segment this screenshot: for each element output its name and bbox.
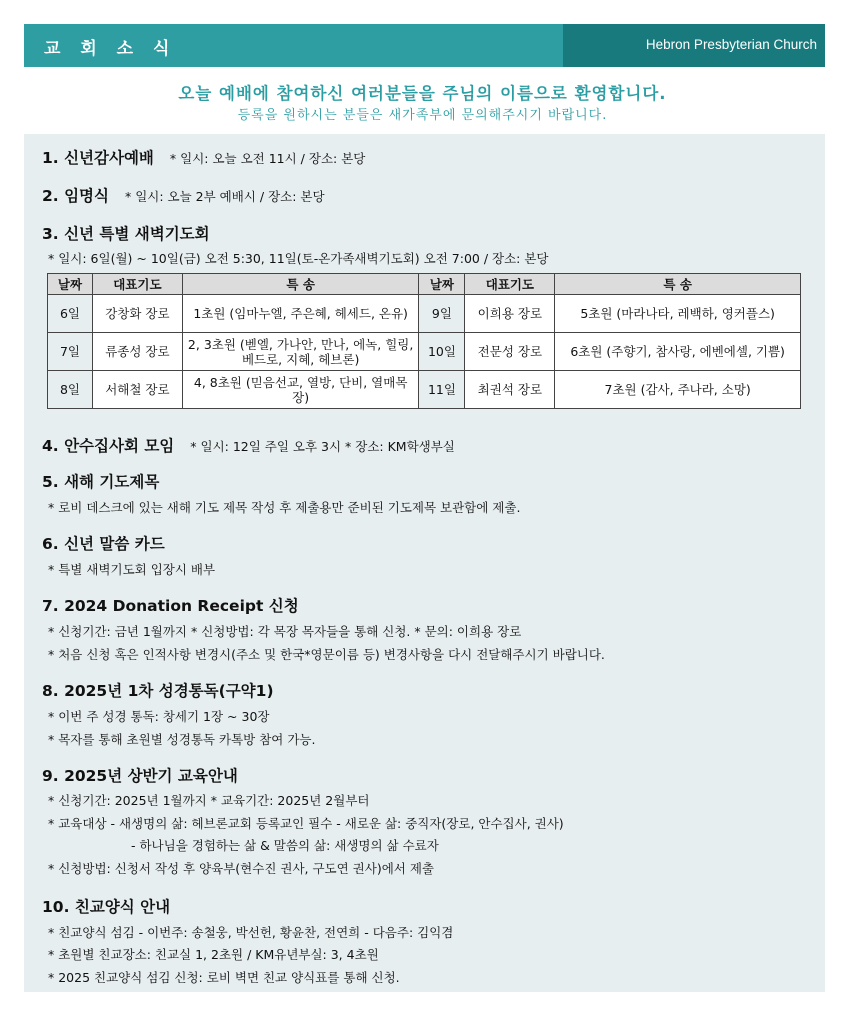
table-header-cell: 날짜 bbox=[419, 274, 465, 295]
section-4 bbox=[42, 434, 455, 456]
date-cell: 9일 bbox=[419, 295, 465, 333]
section-2-title: 2. 임명식 bbox=[42, 187, 109, 205]
table-row bbox=[48, 295, 801, 333]
special-song-cell: 5초원 (마라나타, 레백하, 영커플스) bbox=[555, 295, 801, 333]
section-9-line-3: - 하나님을 경험하는 삶 & 말씀의 삶: 새생명의 삶 수료자 bbox=[131, 838, 439, 853]
page-title: 교 회 소 식 bbox=[44, 39, 177, 59]
special-song-cell: 6초원 (주향기, 참사랑, 에벤에셀, 기쁨) bbox=[555, 333, 801, 371]
prayer-leader-cell: 전문성 장로 bbox=[465, 333, 555, 371]
date-cell: 6일 bbox=[48, 295, 93, 333]
section-2-note: * 일시: 오늘 2부 예배시 / 장소: 본당 bbox=[125, 189, 325, 204]
section-10-title: 10. 친교양식 안내 bbox=[42, 898, 171, 916]
section-10-line-3: * 2025 친교양식 섬김 신청: 로비 벽면 친교 양식표를 통해 신청. bbox=[48, 970, 400, 985]
section-1-note: * 일시: 오늘 오전 11시 / 장소: 본당 bbox=[169, 151, 366, 166]
date-cell: 8일 bbox=[48, 371, 93, 409]
section-9-line-2: * 교육대상 - 새생명의 삶: 헤브론교회 등록교인 필수 - 새로운 삶: 중직자(장로, 안수집사, 권사) bbox=[48, 816, 564, 831]
section-2 bbox=[42, 184, 325, 206]
prayer-leader-cell: 서해철 장로 bbox=[92, 371, 182, 409]
section-10-line-2: * 초원별 친교장소: 친교실 1, 2초원 / KM유년부실: 3, 4초원 bbox=[48, 947, 379, 962]
section-9-line-4: * 신청방법: 신청서 작성 후 양육부(현수진 권사, 구도연 권사)에서 제출 bbox=[48, 861, 434, 876]
special-song-cell: 1초원 (임마누엘, 주은혜, 헤세드, 온유) bbox=[182, 295, 419, 333]
prayer-leader-cell: 최권석 장로 bbox=[465, 371, 555, 409]
table-header-cell: 특 송 bbox=[182, 274, 419, 295]
section-1-title: 1. 신년감사예배 bbox=[42, 149, 154, 167]
date-cell: 11일 bbox=[419, 371, 465, 409]
table-header-row bbox=[48, 274, 801, 295]
date-cell: 7일 bbox=[48, 333, 93, 371]
prayer-leader-cell: 이희용 장로 bbox=[465, 295, 555, 333]
table-header-cell: 날짜 bbox=[48, 274, 93, 295]
table-row bbox=[48, 333, 801, 371]
header-bar bbox=[24, 24, 825, 67]
church-name: Hebron Presbyterian Church bbox=[645, 37, 817, 52]
section-8-line-2: * 목자를 통해 초원별 성경통독 카톡방 참여 가능. bbox=[48, 732, 316, 747]
special-song-cell: 7초원 (감사, 주나라, 소망) bbox=[555, 371, 801, 409]
section-9-title: 9. 2025년 상반기 교육안내 bbox=[42, 767, 238, 785]
header-right-panel bbox=[563, 24, 825, 67]
special-song-cell: 2, 3초원 (벧엘, 가나안, 만나, 에녹, 힐링, 베드로, 지혜, 헤브론) bbox=[182, 333, 419, 371]
welcome-message: 오늘 예배에 참여하신 여러분들을 주님의 이름으로 환영합니다. bbox=[178, 84, 667, 103]
section-8-title: 8. 2025년 1차 성경통독(구약1) bbox=[42, 682, 274, 700]
table-header-cell: 특 송 bbox=[555, 274, 801, 295]
section-7-line-2: * 처음 신청 혹은 인적사항 변경시(주소 및 한국*영문이름 등) 변경사항을 다시 전달해주시기 바랍니다. bbox=[48, 647, 605, 662]
section-4-note: * 일시: 12일 주일 오후 3시 * 장소: KM학생부실 bbox=[190, 439, 455, 454]
section-1 bbox=[42, 146, 365, 168]
section-5-line-1: * 로비 데스크에 있는 새해 기도 제목 작성 후 제출용만 준비된 기도제목 보관함에 제출. bbox=[48, 500, 521, 515]
table-row bbox=[48, 371, 801, 409]
prayer-leader-cell: 강창화 장로 bbox=[92, 295, 182, 333]
header-left-panel bbox=[24, 24, 563, 67]
section-6-line-1: * 특별 새벽기도회 입장시 배부 bbox=[48, 562, 216, 577]
section-8-line-1: * 이번 주 성경 통독: 창세기 1장 ~ 30장 bbox=[48, 709, 270, 724]
section-7-title: 7. 2024 Donation Receipt 신청 bbox=[42, 597, 299, 615]
section-7-line-1: * 신청기간: 금년 1월까지 * 신청방법: 각 목장 목자들을 통해 신청. * 문의: 이희용 장로 bbox=[48, 624, 522, 639]
prayer-leader-cell: 류종성 장로 bbox=[92, 333, 182, 371]
section-3-title: 3. 신년 특별 새벽기도회 bbox=[42, 225, 210, 243]
date-cell: 10일 bbox=[419, 333, 465, 371]
welcome-subtext: 등록을 원하시는 분들은 새가족부에 문의해주시기 바랍니다. bbox=[237, 108, 608, 123]
special-song-cell: 4, 8초원 (믿음선교, 열방, 단비, 열매목장) bbox=[182, 371, 419, 409]
table-header-cell: 대표기도 bbox=[92, 274, 182, 295]
news-content bbox=[24, 134, 825, 992]
section-9-line-1: * 신청기간: 2025년 1월까지 * 교육기간: 2025년 2월부터 bbox=[48, 793, 370, 808]
section-3-line-1: * 일시: 6일(월) ~ 10일(금) 오전 5:30, 11일(토-온가족새벽기도회) 오전 7:00 / 장소: 본당 bbox=[48, 251, 549, 266]
dawn-prayer-schedule-table bbox=[47, 273, 801, 409]
section-10-line-1: * 친교양식 섬김 - 이번주: 송철웅, 박선헌, 황윤찬, 전연희 - 다음주: 김익겸 bbox=[48, 925, 454, 940]
section-4-title: 4. 안수집사회 모임 bbox=[42, 437, 175, 455]
section-6-title: 6. 신년 말씀 카드 bbox=[42, 535, 165, 553]
section-5-title: 5. 새해 기도제목 bbox=[42, 473, 160, 491]
table-header-cell: 대표기도 bbox=[465, 274, 555, 295]
